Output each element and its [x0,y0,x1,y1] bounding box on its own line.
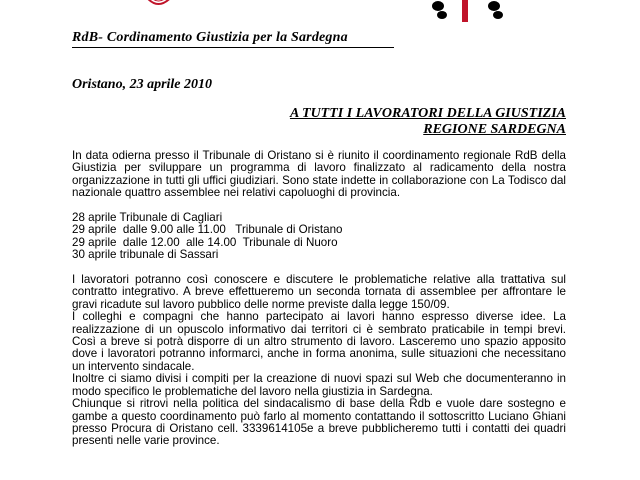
schedule-item: 28 aprile Tribunale di Cagliari [72,211,223,225]
letterhead-rule [72,47,394,48]
schedule-item: 30 aprile tribunale di Sassari [72,248,219,262]
letter-date: Oristano, 23 aprile 2010 [72,77,213,92]
paragraph-ideas: I colleghi e compagni che hanno partecipato ai lavori hanno espresso diverse idee. La realizzazione di un opuscolo informativo dai territori ci è sembrato praticabile in tempi brevi. Così a breve si potrà disporre di un altro strumento di lavoro. Lasceremo uno spazio apposito dove i lavoratori potranno informarci, anche in forma anonima, sulle situazioni che necessitano un intervento sindacale. [72,310,566,373]
schedule-item: 29 aprile dalle 9.00 alle 11.00 Tribunale di Oristano [72,223,343,237]
schedule-item: 29 aprile dalle 12.00 alle 14.00 Tribunale di Nuoro [72,235,338,249]
addressee-line-1: A TUTTI I LAVORATORI DELLA GIUSTIZIA [289,106,566,121]
rdb-logo-icon [140,0,180,10]
paragraph-contract: I lavoratori potranno così conoscere e discutere le problematiche relative alla trattativa sul contratto integrativo. A breve effettueremo un seconda tornata di assemblee per affrontare le gravi ricadute sul lavoro pubblico delle norme previste dalla legge 150/09. [72,273,566,311]
letter-body [72,150,566,448]
sardinia-flag-icon [432,0,512,22]
letterhead-title: RdB- Cordinamento Giustizia per la Sardegna [72,30,348,45]
addressee-line-2: REGIONE SARDEGNA [423,122,566,137]
paragraph-web: Inoltre ci siamo divisi i compiti per la creazione di nuovi spazi sul Web che documenteranno in modo specifico le problematiche del lavoro nella giustizia in Sardegna. [72,372,566,398]
paragraph-contact: Chiunque si ritrovi nella politica del sindacalismo di base della Rdb e vuole dare sostegno e gambe a questo coordinamento può farlo al momento contattando il sottoscritto Luciano Ghiani presso Procura di Oristano cell. 3339614105e a breve pubblicheremo tutti i contatti dei quadri presenti nelle varie province. [72,397,566,448]
addressee [290,106,566,138]
assembly-schedule [72,212,566,262]
paragraph-intro: In data odierna presso il Tribunale di Oristano si è riunito il coordinamento regionale RdB della Giustizia per sviluppare un programma di lavoro finalizzato al radicamento della nostra organizzazione in tutti gli uffici giudiziari. Sono state indette in collaborazione con La Todisco dal nazionale quattro assemblee nei relativi capoluoghi di provincia. [72,149,566,200]
